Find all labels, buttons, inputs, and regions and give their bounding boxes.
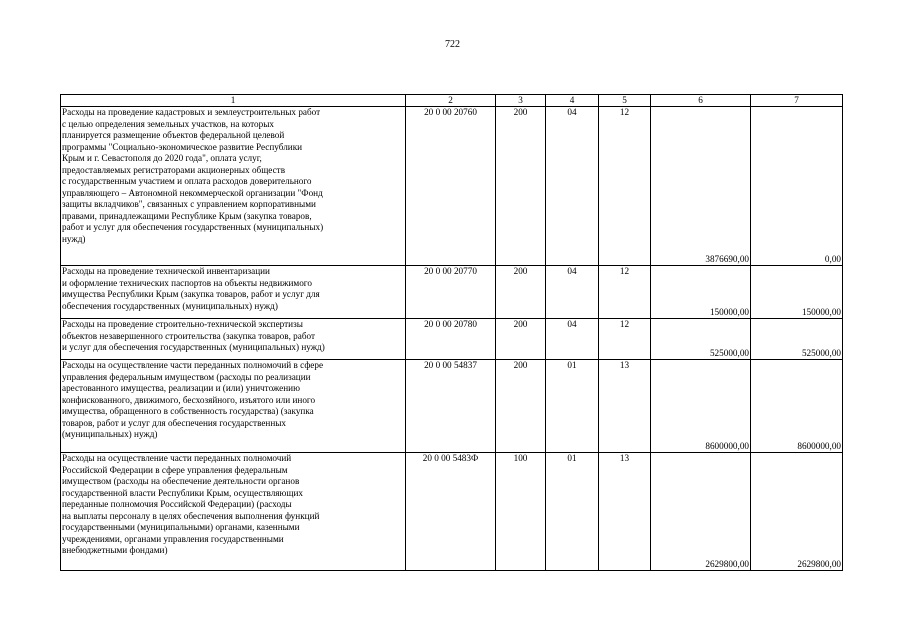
row-col6: 3876690,00 <box>651 107 751 266</box>
row-col5: 12 <box>599 319 651 360</box>
row-col3: 100 <box>496 453 546 571</box>
header-cell: 5 <box>599 95 651 107</box>
row-col6: 525000,00 <box>651 319 751 360</box>
row-description: Расходы на проведение строительно-технической экспертизы объектов незавершенного строительства (закупка товаров, работ и услуг для обеспечения государственных (муниципальных) нужд) <box>61 319 406 360</box>
row-col5: 13 <box>599 453 651 571</box>
budget-table <box>60 94 843 571</box>
row-description: Расходы на осуществление части переданных полномочий в сфере управления федеральным имуществом (расходы по реализации арестованного имущества, реализации и (или) уничтожению конфискованного, движимого, бесхозяйного, изъятого или иного имущества, обращенного в собственность государства) (закупка товаров, работ и услуг для обеспечения государственных (муниципальных) нужд) <box>61 360 406 453</box>
header-cell: 1 <box>61 95 406 107</box>
header-cell: 3 <box>496 95 546 107</box>
row-description: Расходы на проведение технической инвентаризации и оформление технических паспортов на объекты недвижимого имущества Республики Крым (закупка товаров, работ и услуг для обеспечения государственных (муниципальных) нужд) <box>61 266 406 319</box>
row-col4: 04 <box>546 107 599 266</box>
table-row <box>61 453 843 571</box>
row-col6: 2629800,00 <box>651 453 751 571</box>
row-col7: 0,00 <box>751 107 843 266</box>
page-number: 722 <box>445 39 460 50</box>
row-code: 20 0 00 5483Ф <box>406 453 496 571</box>
row-col4: 04 <box>546 266 599 319</box>
row-col3: 200 <box>496 266 546 319</box>
row-col5: 12 <box>599 266 651 319</box>
row-col5: 13 <box>599 360 651 453</box>
row-col4: 01 <box>546 453 599 571</box>
row-col4: 01 <box>546 360 599 453</box>
header-cell: 6 <box>651 95 751 107</box>
row-col7: 150000,00 <box>751 266 843 319</box>
table-row <box>61 107 843 266</box>
row-code: 20 0 00 20760 <box>406 107 496 266</box>
table-row <box>61 266 843 319</box>
header-row <box>61 95 843 107</box>
row-col7: 525000,00 <box>751 319 843 360</box>
header-cell: 4 <box>546 95 599 107</box>
row-col3: 200 <box>496 360 546 453</box>
row-col4: 04 <box>546 319 599 360</box>
row-description: Расходы на проведение кадастровых и землеустроительных работ с целью определения земельных участков, на которых планируется размещение объектов федеральной целевой программы "Социально-экономическое развитие Республики Крым и г. Севастополя до 2020 года", оплата услуг, предоставляемых регистраторами акционерных обществ с государственным участием и оплата расходов доверительного управляющего – Автономной некоммерческой организации "Фонд защиты вкладчиков", связанных с управлением корпоративными правами, принадлежащими Республике Крым (закупка товаров, работ и услуг для обеспечения государственных (муниципальных) нужд) <box>61 107 406 266</box>
row-col3: 200 <box>496 107 546 266</box>
row-col7: 8600000,00 <box>751 360 843 453</box>
row-code: 20 0 00 20770 <box>406 266 496 319</box>
row-col5: 12 <box>599 107 651 266</box>
table-row <box>61 360 843 453</box>
header-cell: 7 <box>751 95 843 107</box>
row-code: 20 0 00 20780 <box>406 319 496 360</box>
row-description: Расходы на осуществление части переданных полномочий Российской Федерации в сфере управления федеральным имуществом (расходы на обеспечение деятельности органов государственной власти Республики Крым, осуществляющих переданные полномочия Российской Федерации) (расходы на выплаты персоналу в целях обеспечения выполнения функций государственными (муниципальными) органами, казенными учреждениями, органами управления государственными внебюджетными фондами) <box>61 453 406 571</box>
header-cell: 2 <box>406 95 496 107</box>
table-row <box>61 319 843 360</box>
row-col6: 150000,00 <box>651 266 751 319</box>
row-col6: 8600000,00 <box>651 360 751 453</box>
row-col3: 200 <box>496 319 546 360</box>
row-col7: 2629800,00 <box>751 453 843 571</box>
row-code: 20 0 00 54837 <box>406 360 496 453</box>
